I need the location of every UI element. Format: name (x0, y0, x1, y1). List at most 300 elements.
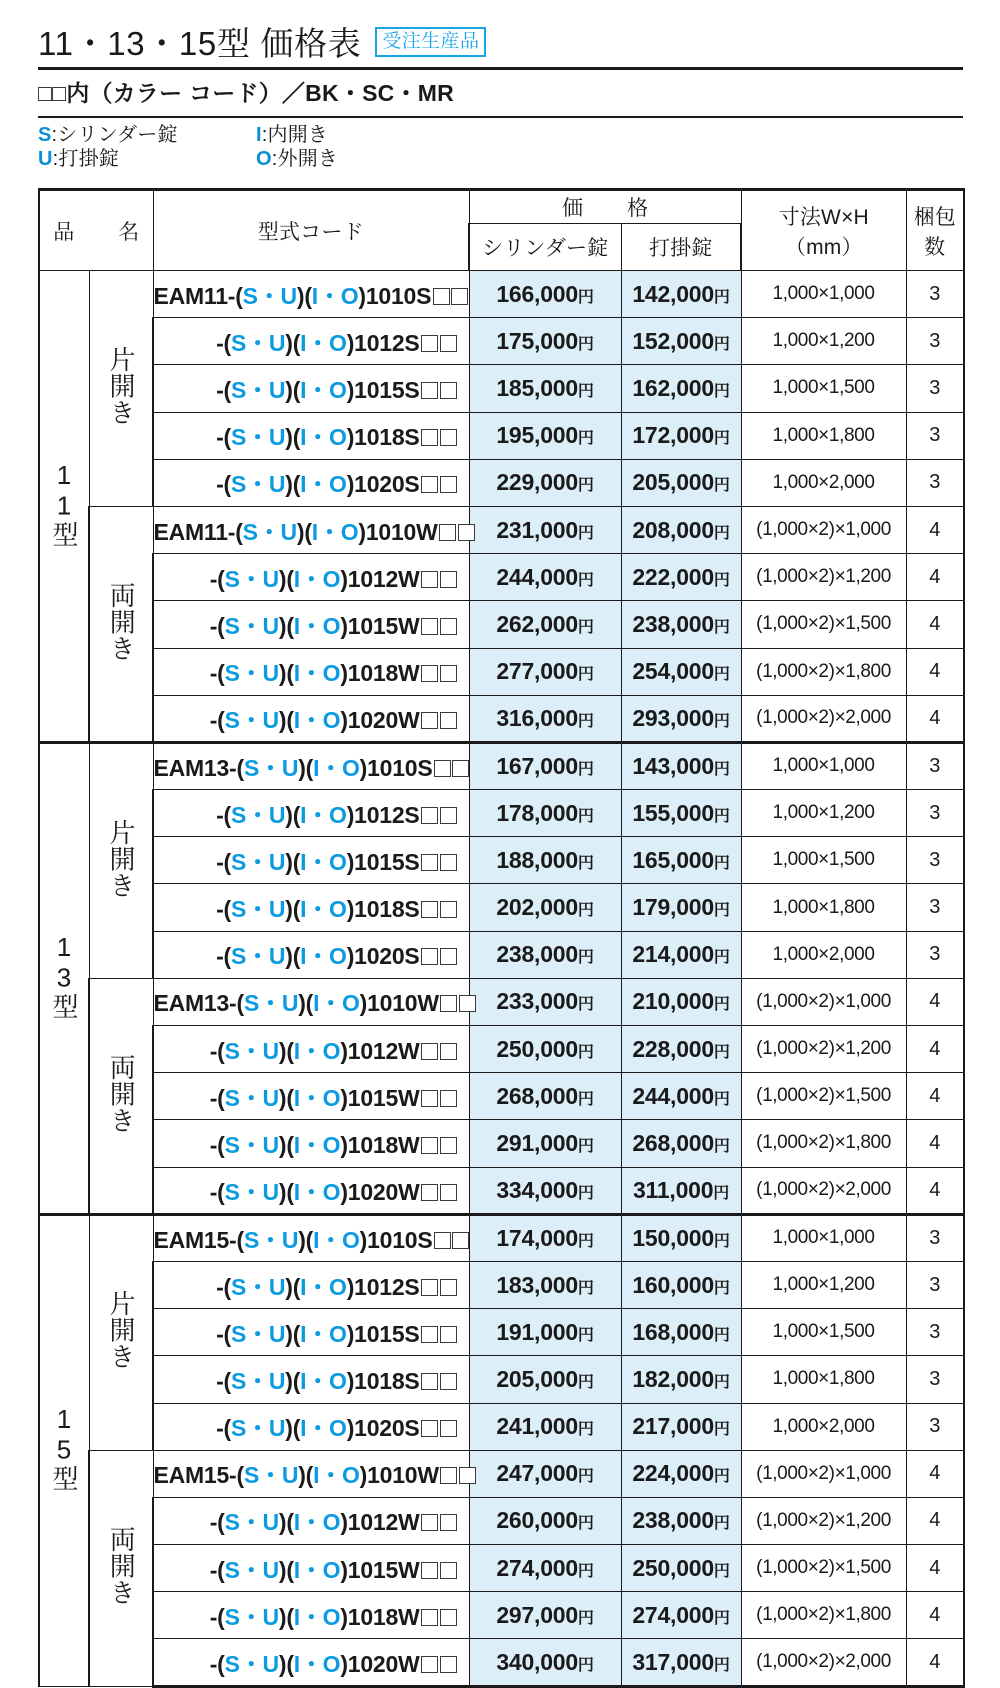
swing-option: I・O (293, 565, 341, 592)
price-cylinder-value: 238,000 (496, 941, 578, 968)
opening-type-label: 両開き (106, 1053, 137, 1134)
dimension-cell: 1,000×2,000 (741, 931, 906, 978)
legend-text-i: :内開き (261, 124, 329, 146)
price-cylinder-cell (469, 742, 621, 789)
yen-unit: 円 (577, 1373, 594, 1391)
color-code-box-1 (421, 1562, 438, 1579)
model-code-prefix: - (216, 424, 224, 451)
yen-unit: 円 (577, 477, 594, 495)
price-cylinder-value: 233,000 (496, 988, 578, 1015)
dimension-cell: (1,000×2)×2,000 (741, 1167, 906, 1214)
yen-unit: 円 (577, 1137, 594, 1155)
dimension-cell: (1,000×2)×1,500 (741, 1073, 906, 1120)
model-code-size: 1018S (354, 424, 420, 451)
model-code-lock-group: (S・U) (223, 376, 293, 403)
table-row (39, 506, 964, 553)
price-uchikake-value: 224,000 (632, 1460, 714, 1487)
color-code-box-2 (440, 429, 457, 446)
model-code-lock-group: (S・U) (217, 1603, 287, 1630)
table-row (39, 1639, 964, 1686)
color-code-box-2 (440, 1326, 457, 1343)
table-row (39, 742, 964, 789)
table-row (39, 1592, 964, 1639)
swing-option: I・O (313, 754, 360, 781)
table-row (39, 1167, 964, 1214)
price-cylinder-cell (469, 1356, 621, 1403)
pack-count-cell: 4 (906, 1026, 964, 1073)
pack-count-cell: 3 (906, 318, 964, 365)
price-uchikake-cell (621, 931, 741, 978)
model-code-swing-group: (I・O) (304, 518, 366, 545)
opening-type-cell (89, 271, 153, 507)
yen-unit: 円 (577, 760, 594, 778)
model-code-prefix: - (209, 612, 218, 639)
color-code-box-2 (440, 1656, 457, 1673)
price-table (38, 188, 965, 1688)
price-cylinder-cell (469, 412, 621, 459)
price-cylinder-cell (469, 1073, 621, 1120)
price-uchikake-value: 160,000 (632, 1271, 714, 1298)
color-code-box-2 (440, 1043, 457, 1060)
model-code-prefix: - (216, 1367, 224, 1394)
color-code-box-1 (421, 429, 438, 446)
lock-option: S・U (230, 329, 286, 356)
swing-option: I・O (300, 801, 347, 828)
color-code-box-2 (459, 995, 476, 1012)
color-code-box-1 (440, 995, 457, 1012)
model-code-cell (153, 742, 469, 789)
yen-unit: 円 (713, 618, 730, 636)
pack-count-cell: 3 (906, 837, 964, 884)
model-code-swing-group: (I・O) (286, 1037, 348, 1064)
model-code-prefix: EAM15- (153, 1226, 237, 1253)
pack-count-cell: 4 (906, 506, 964, 553)
model-code-prefix: - (216, 1415, 224, 1442)
model-code-prefix: EAM11- (153, 282, 236, 309)
price-cylinder-value: 274,000 (496, 1554, 578, 1581)
price-uchikake-cell (621, 1450, 741, 1497)
model-code-swing-group: (I・O) (286, 612, 348, 639)
model-code-lock-group: (S・U) (223, 848, 293, 875)
price-uchikake-value: 152,000 (632, 327, 714, 354)
swing-option: I・O (311, 518, 359, 545)
swing-option: I・O (293, 1556, 341, 1583)
lock-option: S・U (243, 1226, 299, 1253)
model-code-lock-group: (S・U) (217, 1509, 287, 1536)
color-code-box-1 (421, 1090, 438, 1107)
pack-count-cell: 4 (906, 1073, 964, 1120)
col-header-pack (906, 190, 964, 271)
model-code-size: 1020W (347, 1178, 420, 1205)
model-code-lock-group: (S・U) (223, 1415, 293, 1442)
color-code-box-1 (421, 1420, 438, 1437)
price-uchikake-cell (621, 1497, 741, 1544)
yen-unit: 円 (713, 382, 730, 400)
price-cylinder-cell (469, 1026, 621, 1073)
dimension-cell: (1,000×2)×2,000 (741, 1639, 906, 1686)
yen-unit: 円 (713, 1468, 730, 1486)
model-code-cell (153, 601, 469, 648)
dimension-cell: 1,000×1,500 (741, 1309, 906, 1356)
model-code-prefix: - (209, 1178, 218, 1205)
col-header-hinmei: 品 名 (39, 190, 153, 271)
color-code-box-1 (421, 1656, 438, 1673)
dimension-cell: 1,000×1,500 (741, 365, 906, 412)
model-code-cell (153, 1639, 469, 1686)
model-code-prefix: EAM11- (153, 518, 236, 545)
lock-option: S・U (230, 1415, 286, 1442)
color-code-box-1 (434, 1232, 451, 1249)
price-cylinder-value: 175,000 (496, 327, 578, 354)
table-row (39, 554, 964, 601)
dimension-cell: 1,000×1,800 (741, 884, 906, 931)
yen-unit: 円 (713, 1326, 730, 1344)
price-uchikake-cell (621, 365, 741, 412)
table-row (39, 1403, 964, 1450)
model-code-prefix: - (209, 660, 218, 687)
model-code-lock-group: (S・U) (217, 565, 287, 592)
yen-unit: 円 (713, 666, 730, 684)
dimension-cell: 1,000×1,800 (741, 1356, 906, 1403)
yen-unit: 円 (577, 1326, 594, 1344)
model-code-cell (153, 1450, 469, 1497)
legend-text-s: :シリンダー錠 (51, 124, 178, 146)
yen-unit: 円 (713, 949, 730, 967)
yen-unit: 円 (577, 1468, 594, 1486)
model-code-size: 1015W (347, 1556, 420, 1583)
model-code-cell (153, 365, 469, 412)
price-uchikake-cell (621, 884, 741, 931)
yen-unit: 円 (577, 902, 594, 920)
model-code-swing-group: (I・O) (305, 1462, 368, 1489)
model-code-size: 1015W (347, 612, 420, 639)
price-cylinder-cell (469, 1497, 621, 1544)
lock-option: S・U (243, 990, 299, 1017)
color-code-box-1 (421, 1137, 438, 1154)
color-code-box-2 (440, 665, 457, 682)
table-row (39, 931, 964, 978)
model-code-swing-group: (I・O) (292, 848, 355, 875)
swing-option: I・O (313, 1226, 360, 1253)
price-cylinder-cell (469, 790, 621, 837)
model-code-cell (153, 1026, 469, 1073)
price-cylinder-value: 260,000 (496, 1507, 578, 1534)
table-row (39, 837, 964, 884)
color-code-box-2 (452, 1232, 469, 1249)
swing-option: I・O (293, 660, 341, 687)
model-code-prefix: EAM13- (153, 990, 237, 1017)
price-uchikake-value: 250,000 (632, 1554, 714, 1581)
color-code-box-1 (421, 948, 438, 965)
model-code-prefix: - (216, 848, 224, 875)
lock-option: S・U (242, 282, 297, 309)
model-code-size: 1010S (367, 754, 433, 781)
swing-option: I・O (293, 1509, 341, 1536)
opening-type-label: 両開き (106, 581, 137, 662)
price-uchikake-cell (621, 554, 741, 601)
model-code-cell (153, 1073, 469, 1120)
price-cylinder-value: 231,000 (496, 516, 578, 543)
price-cylinder-cell (469, 884, 621, 931)
price-uchikake-value: 244,000 (632, 1082, 714, 1109)
pack-count-cell: 4 (906, 1120, 964, 1167)
price-uchikake-value: 172,000 (632, 422, 714, 449)
col-header-code: 型式コード (153, 190, 469, 271)
yen-unit: 円 (577, 1043, 594, 1061)
swing-option: I・O (293, 706, 341, 733)
pack-count-cell: 3 (906, 742, 964, 789)
model-code-size: 1020S (354, 943, 420, 970)
model-code-prefix: - (216, 471, 224, 498)
table-row (39, 790, 964, 837)
price-uchikake-cell (621, 459, 741, 506)
title-row (38, 14, 963, 60)
model-code-cell (153, 271, 469, 318)
table-row (39, 459, 964, 506)
price-cylinder-cell (469, 459, 621, 506)
price-cylinder-cell (469, 1120, 621, 1167)
model-code-size: 1018W (347, 1603, 420, 1630)
color-code-box-2 (440, 1137, 457, 1154)
yen-unit: 円 (577, 1609, 594, 1627)
pack-count-cell: 4 (906, 695, 964, 742)
yen-unit: 円 (713, 996, 730, 1014)
yen-unit: 円 (713, 807, 730, 825)
yen-unit: 円 (577, 524, 594, 542)
model-code-lock-group: (S・U) (236, 754, 306, 781)
price-uchikake-cell (621, 1214, 741, 1261)
dimension-cell: (1,000×2)×1,000 (741, 506, 906, 553)
table-row (39, 884, 964, 931)
swing-option: I・O (300, 471, 347, 498)
model-code-prefix: - (216, 329, 224, 356)
color-code-box-1 (421, 1609, 438, 1626)
price-cylinder-value: 244,000 (496, 563, 578, 590)
price-cylinder-cell (469, 1214, 621, 1261)
col-header-pack-line1: 梱包 (913, 205, 956, 229)
price-uchikake-cell (621, 271, 741, 318)
model-code-lock-group: (S・U) (217, 1178, 287, 1205)
swing-option: I・O (300, 848, 347, 875)
legend-key-o: O (256, 147, 272, 170)
dimension-cell: (1,000×2)×2,000 (741, 695, 906, 742)
price-cylinder-cell (469, 1167, 621, 1214)
legend-item-u (38, 148, 256, 172)
price-cylinder-cell (469, 695, 621, 742)
color-code-box-2 (440, 1420, 457, 1437)
price-uchikake-cell (621, 837, 741, 884)
model-code-prefix: - (209, 706, 218, 733)
price-cylinder-value: 250,000 (496, 1035, 578, 1062)
yen-unit: 円 (713, 1137, 730, 1155)
yen-unit: 円 (713, 430, 730, 448)
yen-unit: 円 (713, 760, 730, 778)
dimension-cell: (1,000×2)×1,000 (741, 978, 906, 1025)
opening-type-label: 両開き (106, 1525, 137, 1606)
product-type-label: 15型 (49, 1404, 79, 1492)
price-uchikake-cell (621, 1639, 741, 1686)
table-row (39, 412, 964, 459)
swing-option: I・O (300, 1273, 347, 1300)
model-code-cell (153, 1592, 469, 1639)
lock-option: S・U (243, 754, 299, 781)
color-code-box-2 (440, 618, 457, 635)
color-code-box-2 (440, 571, 457, 588)
table-row (39, 1356, 964, 1403)
document-header (38, 14, 963, 171)
dimension-cell: (1,000×2)×1,200 (741, 1497, 906, 1544)
model-code-size: 1010S (365, 282, 432, 309)
model-code-lock-group: (S・U) (236, 1226, 306, 1253)
color-code-box-1 (421, 901, 438, 918)
price-cylinder-value: 185,000 (496, 374, 578, 401)
yen-unit: 円 (577, 1562, 594, 1580)
model-code-lock-group: (S・U) (217, 660, 287, 687)
color-code-box-1 (440, 1467, 457, 1484)
yen-unit: 円 (577, 666, 594, 684)
lock-option: S・U (224, 660, 279, 687)
price-uchikake-cell (621, 648, 741, 695)
color-code-box-1 (421, 1184, 438, 1201)
model-code-swing-group: (I・O) (304, 282, 366, 309)
model-code-swing-group: (I・O) (305, 1226, 368, 1253)
yen-unit: 円 (713, 288, 730, 306)
pack-count-cell: 3 (906, 1403, 964, 1450)
product-type-label: 13型 (49, 932, 79, 1020)
color-code-box-2 (440, 1562, 457, 1579)
model-code-size: 1018S (354, 1367, 420, 1394)
model-code-cell (153, 1497, 469, 1544)
color-code-box-1 (421, 618, 438, 635)
price-cylinder-cell (469, 1639, 621, 1686)
price-uchikake-value: 205,000 (632, 469, 714, 496)
color-code-box-1 (433, 288, 450, 305)
model-code-prefix: - (216, 1320, 224, 1347)
model-code-lock-group: (S・U) (236, 1462, 306, 1489)
pack-count-cell: 4 (906, 648, 964, 695)
yen-unit: 円 (577, 1421, 594, 1439)
pack-count-cell: 4 (906, 1450, 964, 1497)
price-cylinder-value: 291,000 (496, 1129, 578, 1156)
model-code-prefix: EAM13- (153, 754, 237, 781)
lock-option: S・U (224, 612, 279, 639)
yen-unit: 円 (713, 1232, 730, 1250)
price-uchikake-cell (621, 1356, 741, 1403)
color-code-box-2 (440, 1514, 457, 1531)
color-code-box-2 (440, 1373, 457, 1390)
price-cylinder-value: 191,000 (496, 1318, 578, 1345)
yen-unit: 円 (713, 571, 730, 589)
model-code-cell (153, 1120, 469, 1167)
price-cylinder-cell (469, 837, 621, 884)
swing-option: I・O (313, 990, 360, 1017)
price-uchikake-value: 143,000 (632, 752, 714, 779)
price-cylinder-value: 166,000 (496, 280, 578, 307)
color-code-box-1 (434, 760, 451, 777)
price-uchikake-value: 150,000 (632, 1224, 714, 1251)
pack-count-cell: 3 (906, 931, 964, 978)
swing-option: I・O (300, 1320, 347, 1347)
product-type-cell (39, 742, 89, 1214)
price-uchikake-value: 210,000 (632, 988, 714, 1015)
model-code-prefix: - (209, 1037, 218, 1064)
model-code-prefix: - (216, 1273, 224, 1300)
yen-unit: 円 (577, 430, 594, 448)
lock-option: S・U (230, 471, 286, 498)
price-uchikake-value: 179,000 (632, 894, 714, 921)
model-code-swing-group: (I・O) (286, 1509, 348, 1536)
price-uchikake-value: 165,000 (632, 846, 714, 873)
table-row (39, 695, 964, 742)
color-code-box-2 (440, 382, 457, 399)
yen-unit: 円 (713, 1562, 730, 1580)
legend-row (38, 148, 963, 172)
model-code-swing-group: (I・O) (286, 1131, 348, 1158)
pack-count-cell: 4 (906, 601, 964, 648)
price-uchikake-value: 155,000 (632, 799, 714, 826)
model-code-swing-group: (I・O) (292, 896, 355, 923)
model-code-size: 1012S (354, 329, 420, 356)
opening-type-cell (89, 742, 153, 978)
price-uchikake-cell (621, 742, 741, 789)
model-code-size: 1015S (354, 376, 420, 403)
lock-option: S・U (224, 1178, 279, 1205)
price-cylinder-cell (469, 1261, 621, 1308)
price-cylinder-cell (469, 271, 621, 318)
dimension-cell: 1,000×2,000 (741, 1403, 906, 1450)
yen-unit: 円 (577, 1232, 594, 1250)
price-cylinder-value: 297,000 (496, 1601, 578, 1628)
price-cylinder-cell (469, 1545, 621, 1592)
model-code-lock-group: (S・U) (223, 801, 293, 828)
price-cylinder-value: 195,000 (496, 422, 578, 449)
yen-unit: 円 (577, 854, 594, 872)
model-code-swing-group: (I・O) (292, 376, 355, 403)
yen-unit: 円 (577, 571, 594, 589)
price-cylinder-value: 174,000 (496, 1224, 578, 1251)
table-header (39, 190, 964, 271)
color-code-box-1 (421, 1373, 438, 1390)
table-row (39, 1497, 964, 1544)
model-code-lock-group: (S・U) (217, 1556, 287, 1583)
product-type-label: 11型 (49, 459, 79, 548)
yen-unit: 円 (577, 807, 594, 825)
table-row (39, 601, 964, 648)
model-code-size: 1020S (354, 1415, 420, 1442)
dimension-cell: (1,000×2)×1,500 (741, 1545, 906, 1592)
yen-unit: 円 (713, 1515, 730, 1533)
lock-option: S・U (224, 706, 279, 733)
color-code-box-1 (421, 807, 438, 824)
legend-text-o: :外開き (271, 147, 339, 170)
price-uchikake-value: 317,000 (632, 1648, 714, 1675)
model-code-size: 1018W (347, 660, 420, 687)
color-code-box-1 (421, 1326, 438, 1343)
table-row (39, 1120, 964, 1167)
model-code-cell (153, 1309, 469, 1356)
pack-count-cell: 4 (906, 554, 964, 601)
yen-unit: 円 (577, 382, 594, 400)
color-code-box-2 (440, 854, 457, 871)
model-code-swing-group: (I・O) (292, 1273, 355, 1300)
legend-text-u: :打掛錠 (52, 147, 120, 170)
model-code-lock-group: (S・U) (217, 1650, 287, 1677)
dimension-cell: 1,000×1,200 (741, 1261, 906, 1308)
opening-type-cell (89, 506, 153, 742)
model-code-swing-group: (I・O) (286, 1084, 348, 1111)
legend-row (38, 124, 963, 148)
model-code-cell (153, 506, 469, 553)
